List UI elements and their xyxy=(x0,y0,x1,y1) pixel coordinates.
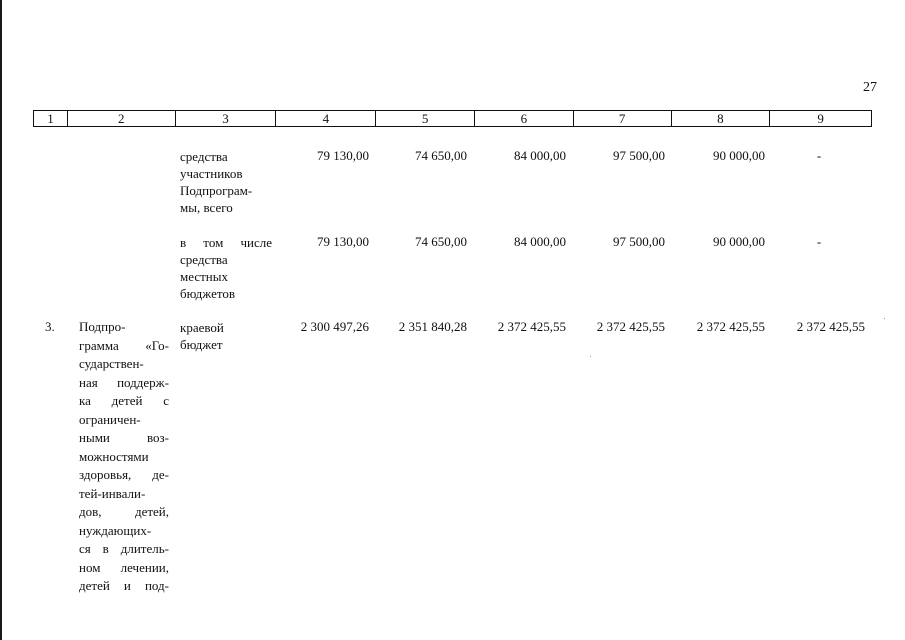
name-line: тей-инвали- xyxy=(79,485,146,501)
page-number: 27 xyxy=(863,80,877,95)
value-col-9: - xyxy=(816,234,822,249)
source-line: краевой xyxy=(180,320,224,335)
subprogram-name-cell xyxy=(79,318,169,596)
header-cell-2: 2 xyxy=(67,111,175,126)
row-number: 3. xyxy=(45,319,55,334)
name-line: ся в длитель- xyxy=(79,541,169,556)
value-col-8: 90 000,00 xyxy=(713,234,765,249)
value-col-7: 97 500,00 xyxy=(613,234,665,249)
name-line: Подпро- xyxy=(79,319,126,334)
name-line: ными воз- xyxy=(79,430,169,445)
source-line: участников xyxy=(180,166,243,181)
funding-source-cell xyxy=(180,319,272,353)
value-col-4: 2 300 497,26 xyxy=(300,319,369,334)
name-line: грамма «Го- xyxy=(79,337,169,353)
table-header-row xyxy=(33,110,872,127)
name-line: здоровья, де- xyxy=(79,467,169,482)
name-line: ном лечении, xyxy=(79,559,169,575)
name-line: ная поддерж- xyxy=(79,374,169,390)
name-line: дов, детей, xyxy=(79,504,169,519)
value-col-8: 2 372 425,55 xyxy=(696,319,765,334)
header-cell-6: 6 xyxy=(474,111,573,126)
scan-speck xyxy=(590,356,591,357)
value-col-9: - xyxy=(816,148,822,163)
header-cell-4: 4 xyxy=(275,111,375,126)
value-col-7: 97 500,00 xyxy=(613,148,665,163)
name-line: сударствен- xyxy=(79,356,144,371)
funding-source-cell xyxy=(180,148,272,216)
value-col-6: 2 372 425,55 xyxy=(497,319,566,334)
header-cell-8: 8 xyxy=(671,111,770,126)
source-line: бюджетов xyxy=(180,286,236,301)
funding-source-cell xyxy=(180,234,272,302)
value-col-8: 90 000,00 xyxy=(713,148,765,163)
name-line: детей и под- xyxy=(79,578,169,593)
header-cell-7: 7 xyxy=(573,111,671,126)
name-line: ограничен- xyxy=(79,411,141,427)
name-line: ка детей с xyxy=(79,393,169,408)
header-cell-3: 3 xyxy=(175,111,276,126)
page-left-edge xyxy=(0,0,2,640)
source-line: бюджет xyxy=(180,337,223,352)
header-cell-5: 5 xyxy=(375,111,474,126)
value-col-5: 74 650,00 xyxy=(415,234,467,249)
source-line: средства xyxy=(180,149,228,164)
source-line: средства xyxy=(180,252,228,267)
value-col-7: 2 372 425,55 xyxy=(596,319,665,334)
value-col-5: 74 650,00 xyxy=(415,148,467,163)
name-line: нуждающих- xyxy=(79,522,152,538)
name-line: можностями xyxy=(79,448,149,464)
source-line: мы, всего xyxy=(180,200,233,215)
header-cell-1: 1 xyxy=(47,111,54,126)
value-col-4: 79 130,00 xyxy=(317,234,369,249)
scan-speck xyxy=(884,318,885,319)
source-line: Подпрограм- xyxy=(180,183,253,198)
source-line: в том числе xyxy=(180,235,272,250)
header-cell-9: 9 xyxy=(769,111,871,126)
value-col-9: 2 372 425,55 xyxy=(796,319,865,334)
value-col-6: 84 000,00 xyxy=(514,234,566,249)
value-col-4: 79 130,00 xyxy=(317,148,369,163)
value-col-5: 2 351 840,28 xyxy=(398,319,467,334)
source-line: местных xyxy=(180,269,228,284)
value-col-6: 84 000,00 xyxy=(514,148,566,163)
